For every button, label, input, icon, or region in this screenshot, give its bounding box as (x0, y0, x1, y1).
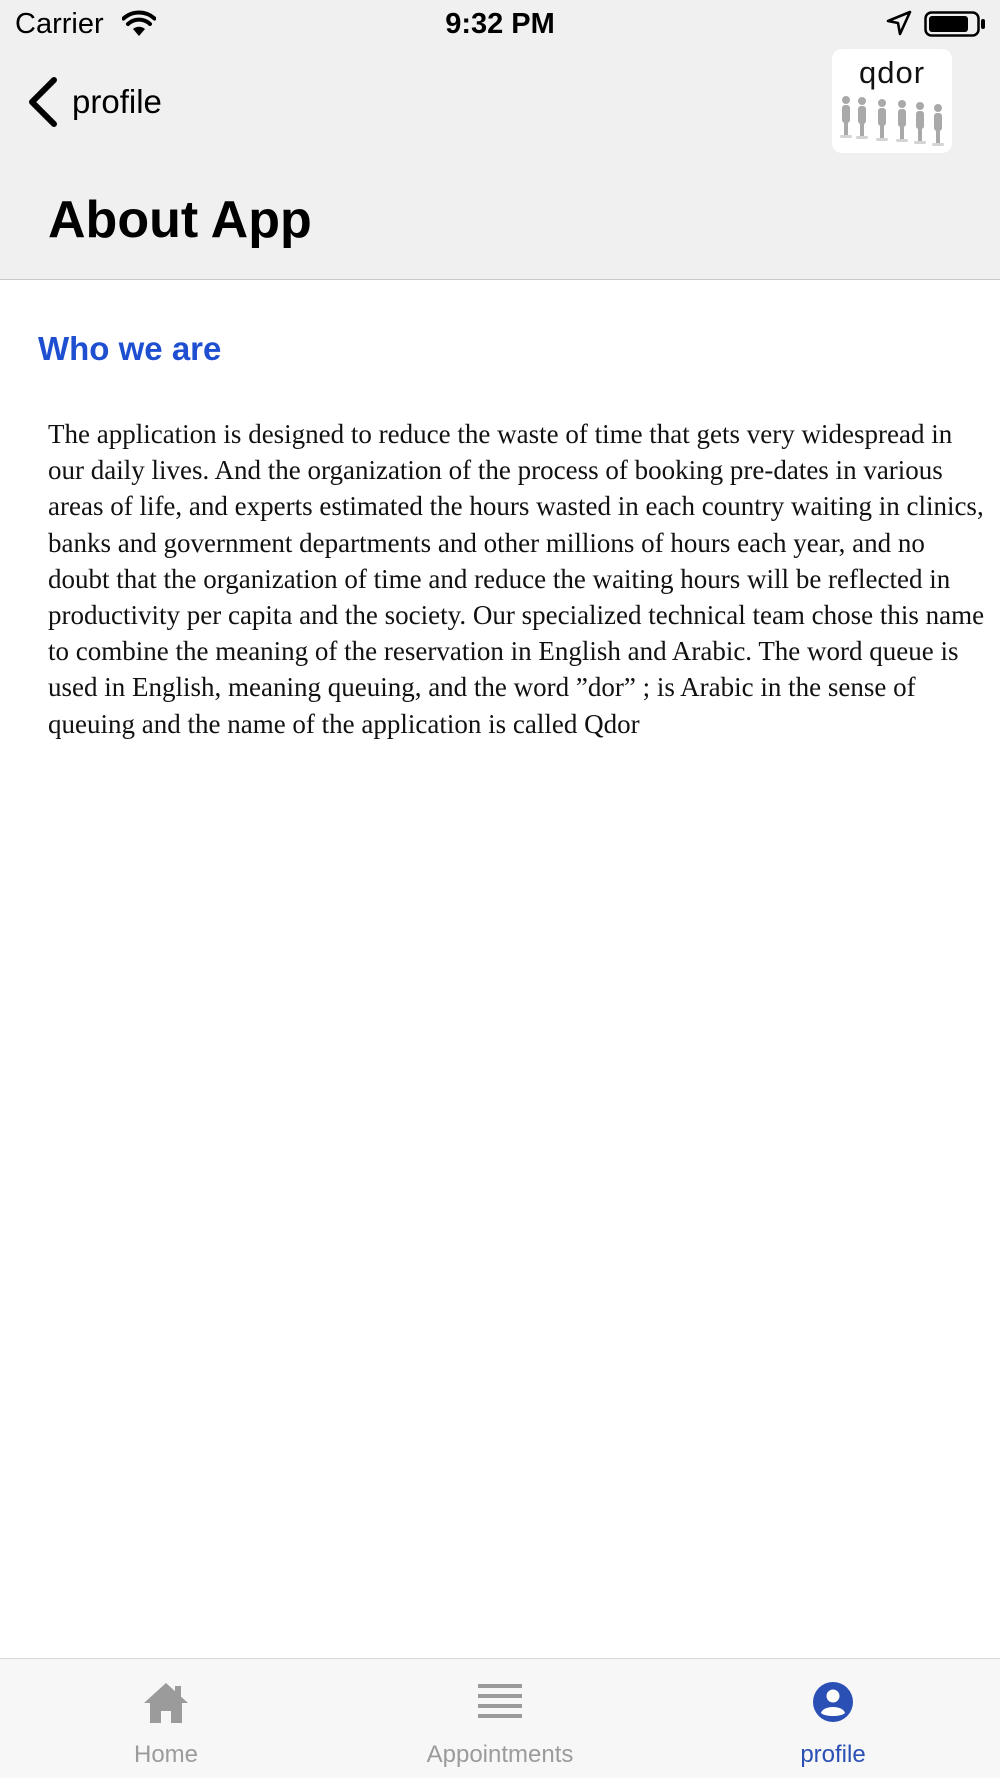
back-button-label: profile (72, 83, 162, 120)
location-arrow-icon (886, 10, 912, 36)
back-button[interactable] (26, 74, 162, 130)
battery-icon (924, 11, 986, 37)
tab-home-label: Home (133, 1741, 199, 1768)
clock: 9:32 PM (445, 8, 555, 40)
section-heading: Who we are (38, 330, 222, 367)
tab-profile-label: profile (800, 1741, 866, 1768)
logo-text: qdor (858, 55, 926, 90)
people-queue-icon (836, 95, 948, 147)
list-icon (476, 1681, 524, 1721)
chevron-left-icon (26, 76, 60, 128)
navigation-header (0, 0, 1000, 280)
wifi-icon (122, 10, 156, 38)
status-bar (0, 0, 1000, 50)
tab-home[interactable] (36, 1659, 296, 1778)
carrier-label: Carrier (15, 8, 104, 40)
page-title: About App (48, 191, 312, 249)
app-logo (832, 49, 952, 153)
about-description: The application is designed to reduce the waste of time that gets very widespread in our daily lives. And the organization of the process of booking pre-dates in various areas of life, and experts estimated the hours wasted in each country waiting in clinics, banks and government departments and other millions of hours each year, and no doubt that the organization of time and reduce the waiting hours will be reflected in productivity per capita and the society. Our specialized technical team chose this name to combine the meaning of the reservation in English and Arabic. The word queue is used in English, meaning queuing, and the word ”dor” ; is Arabic in the sense of queuing and the name of the application is called Qdor (48, 419, 985, 739)
tab-bar (0, 1658, 1000, 1778)
tab-profile[interactable] (703, 1659, 963, 1778)
user-circle-icon (812, 1681, 854, 1723)
tab-appointments-label: Appointments (426, 1741, 574, 1768)
home-icon (142, 1681, 190, 1725)
tab-appointments[interactable] (370, 1659, 630, 1778)
